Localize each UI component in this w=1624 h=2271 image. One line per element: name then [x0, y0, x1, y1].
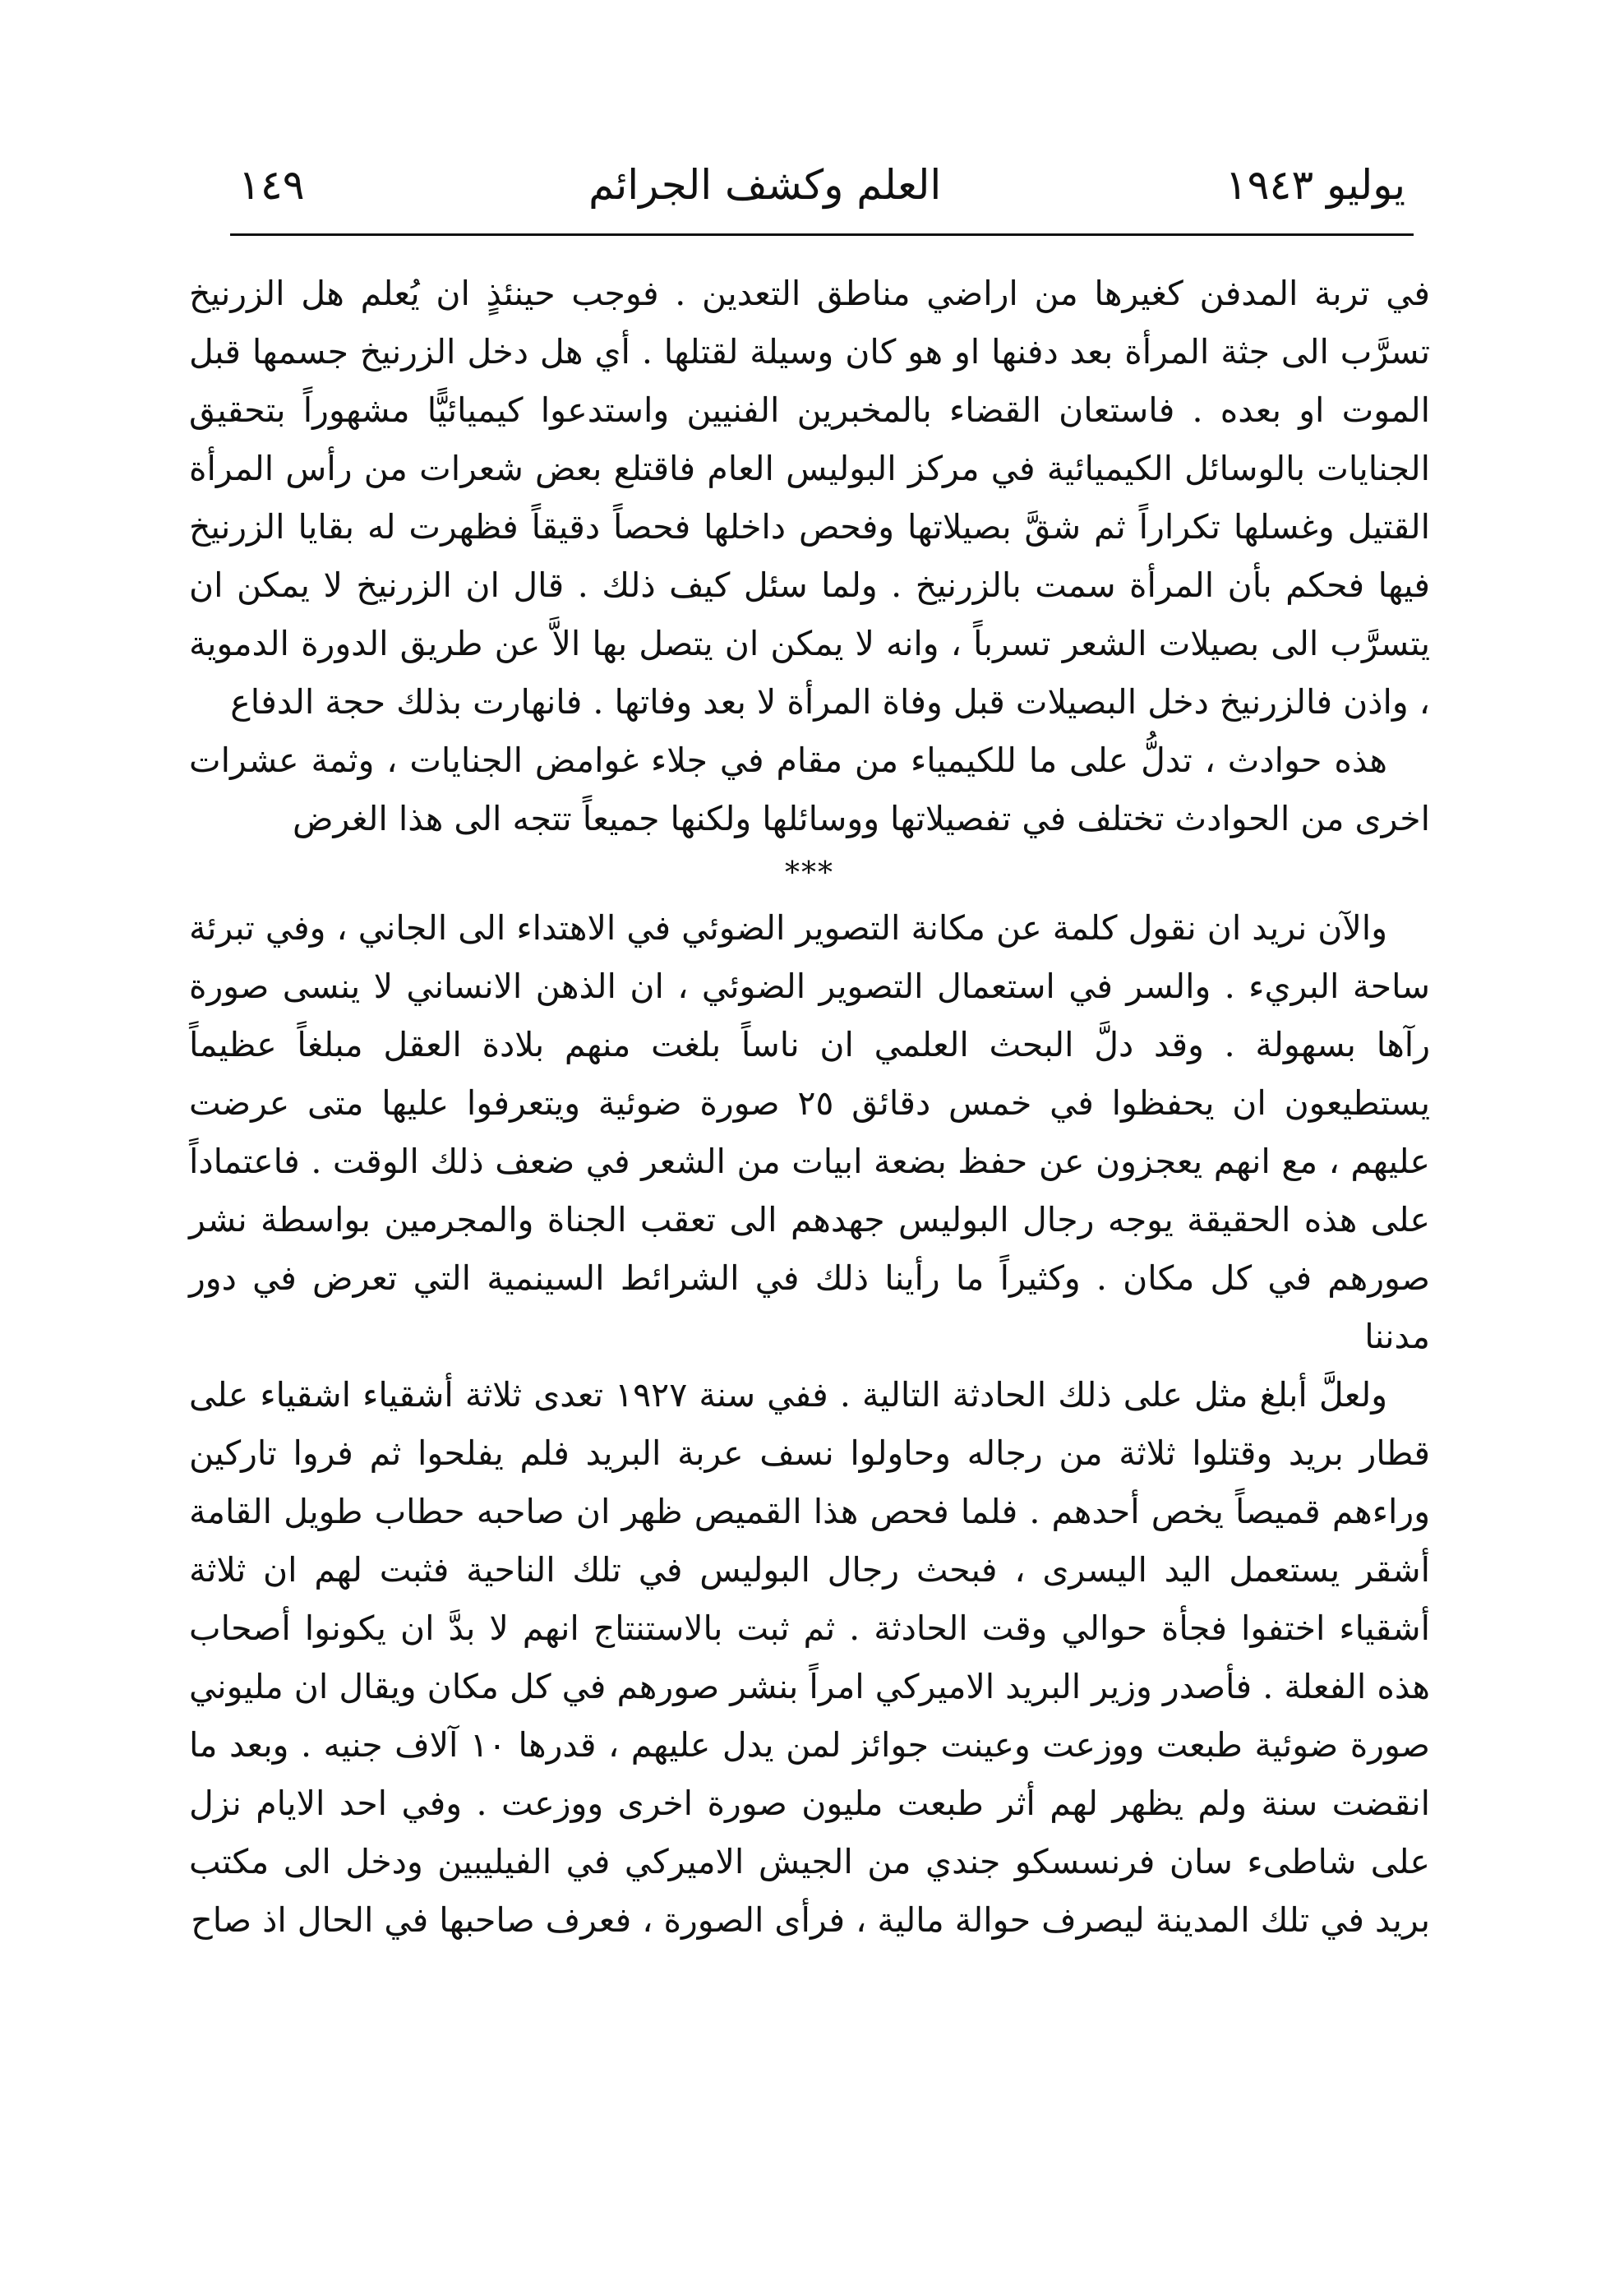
header-date: يوليو ١٩٤٣: [1225, 161, 1405, 209]
section-separator: ***: [785, 856, 834, 890]
header-title: العلم وكشف الجرائم: [588, 161, 942, 209]
page-number: ١٤٩: [238, 161, 305, 209]
header-rule: [230, 233, 1414, 236]
article-body: [189, 265, 1430, 1950]
page-header: [238, 156, 1405, 214]
paragraph-photography: والآن نريد ان نقول كلمة عن مكانة التصوير الضوئي في الاهتداء الى الجاني ، وفي تبرئة ساحة البريء . والسر في استعمال التصوير الضوئي ، ان الذهن الانساني لا ينسى صورة رآها بسهولة . وقد دلَّ البحث العلمي ان ناساً بلغت منهم بلادة العقل مبلغاً عظيماً يستطيعون ان يحفظوا في خمس دقائق ٢٥ صورة ضوئية ويتعرفوا عليها متى عرضت عليهم ، مع انهم يعجزون عن حفظ بضعة ابيات من الشعر في ضعف ذلك الوقت . فاعتماداً على هذه الحقيقة يوجه رجال البوليس جهدهم الى تعقب الجناة والمجرمين بواسطة نشر صورهم في كل مكان . وكثيراً ما رأينا ذلك في الشرائط السينمية التي تعرض في دور مدننا: [189, 908, 1430, 1356]
paragraph-summary: هذه حوادث ، تدلُّ على ما للكيمياء من مقام في جلاء غوامض الجنايات ، وثمة عشرات اخرى من الحوادث تختلف في تفصيلاتها ووسائلها ولكنها جميعاً تتجه الى هذا الغرض: [189, 741, 1430, 838]
paragraph-continuation: في تربة المدفن كغيرها من اراضي مناطق التعدين . فوجب حينئذٍ ان يُعلم هل الزرنيخ تسرَّب الى جثة المرأة بعد دفنها او هو كان وسيلة لقتلها . أي هل دخل الزرنيخ جسمها قبل الموت او بعده . فاستعان القضاء بالمخبرين الفنيين واستدعوا كيميائيًّا مشهوراً بتحقيق الجنايات بالوسائل الكيميائية في مركز البوليس العام فاقتلع بعض شعرات من رأس المرأة القتيل وغسلها تكراراً ثم شقَّ بصيلاتها وفحص داخلها فحصاً دقيقاً فظهرت له بقايا الزرنيخ فيها فحكم بأن المرأة سمت بالزرنيخ . ولما سئل كيف ذلك . قال ان الزرنيخ لا يمكن ان يتسرَّب الى بصيلات الشعر تسرباً ، وانه لا يمكن ان يتصل بها الاَّ عن طريق الدورة الدموية ، واذن فالزرنيخ دخل البصيلات قبل وفاة المرأة لا بعد وفاتها . فانهارت بذلك حجة الدفاع: [189, 274, 1430, 722]
paragraph-example: ولعلَّ أبلغ مثل على ذلك الحادثة التالية . ففي سنة ١٩٢٧ تعدى ثلاثة أشقياء اشقياء على قطار بريد وقتلوا ثلاثة من رجاله وحاولوا نسف عربة البريد فلم يفلحوا ثم فروا تاركين وراءهم قميصاً يخص أحدهم . فلما فحص هذا القميص ظهر ان صاحبه حطاب طويل القامة أشقر يستعمل اليد اليسرى ، فبحث رجال البوليس في تلك الناحية فثبت لهم ان ثلاثة أشقياء اختفوا فجأة حوالي وقت الحادثة . ثم ثبت بالاستنتاج انهم لا بدَّ ان يكونوا أصحاب هذه الفعلة . فأصدر وزير البريد الاميركي امراً بنشر صورهم في كل مكان ويقال ان مليوني صورة ضوئية طبعت ووزعت وعينت جوائز لمن يدل عليهم ، قدرها ١٠ آلاف جنيه . وبعد ما انقضت سنة ولم يظهر لهم أثر طبعت مليون صورة اخرى ووزعت . وفي احد الايام نزل على شاطىء سان فرنسسكو جندي من الجيش الاميركي في الفيليبين ودخل الى مكتب بريد في تلك المدينة ليصرف حوالة مالية ، فرأى الصورة ، فعرف صاحبها في الحال اذ صاح: [189, 1375, 1430, 1940]
